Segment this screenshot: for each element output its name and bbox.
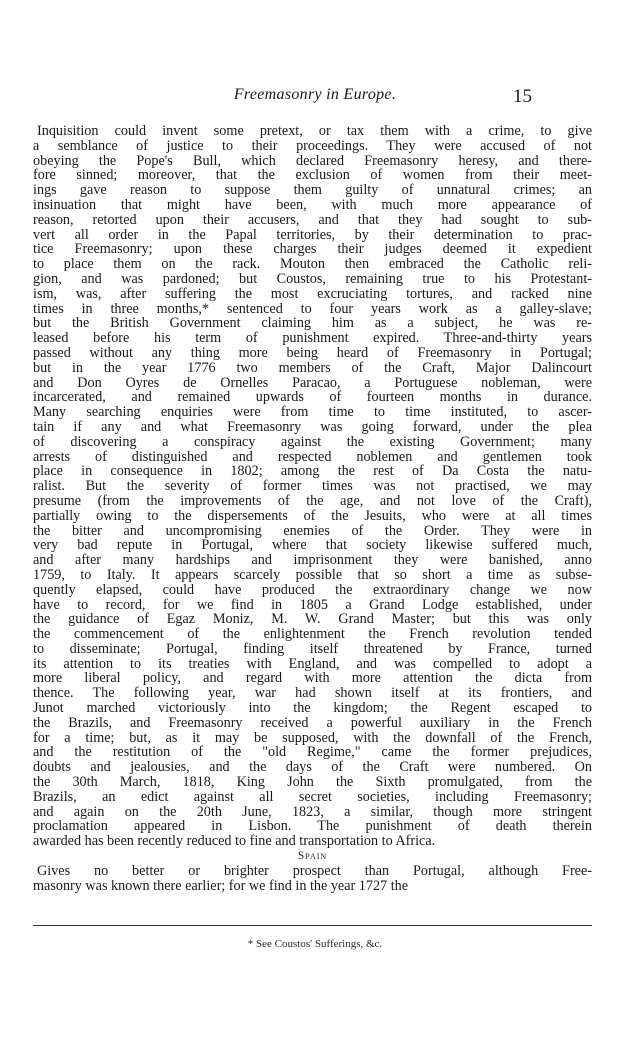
text-line: gion, and was pardoned; but Coustos, remaining true to his Protestant- bbox=[33, 271, 592, 287]
page-number: 15 bbox=[513, 86, 532, 107]
text-line: Gives no better or brighter prospect than Portugal, although Free- bbox=[37, 863, 592, 879]
text-line: very bad repute in Portugal, where that society likewise suffered much, bbox=[33, 538, 592, 554]
text-line: and Don Oyres de Ornelles Paracao, a Portuguese nobleman, were bbox=[33, 375, 592, 391]
text-line: passed without any thing more being heard of Freemasonry in Portugal; bbox=[33, 345, 592, 361]
text-line: presume (from the improvements of the age, and not love of the Craft), bbox=[33, 493, 592, 509]
text-line: arrests of distinguished and respected noblemen and gentlemen took bbox=[33, 449, 592, 465]
text-line: times in three months,* sentenced to four years work as a galley-slave; bbox=[33, 301, 592, 317]
text-line: proclamation appeared in Lisbon. The punishment of death therein bbox=[33, 819, 592, 835]
text-line: Junot marched victoriously into the kingdom; the Regent escaped to bbox=[33, 701, 592, 716]
text-line: incarcerated, and remained upwards of fourteen months in durance. bbox=[33, 390, 592, 406]
text-line: ralist. But the severity of former times was not practised, we may bbox=[33, 479, 592, 494]
text-line: and again on the 20th June, 1823, a similar, though more stringent bbox=[33, 804, 592, 820]
text-line: the Brazils, and Freemasonry received a powerful auxiliary in the French bbox=[33, 715, 592, 731]
text-line: a semblance of justice to their proceedings. They were accused of not bbox=[33, 138, 592, 154]
text-line: the 30th March, 1818, King John the Sixth promulgated, from the bbox=[33, 775, 592, 790]
text-line: leased before his term of punishment expired. Three-and-thirty years bbox=[33, 331, 592, 346]
text-line: Many searching enquiries were from time to time instituted, to ascer- bbox=[33, 405, 592, 420]
text-line: obeying the Pope's Bull, which declared Freemasonry heresy, and there- bbox=[33, 153, 592, 169]
text-line: reason, retorted upon their accusers, and that they had sought to sub- bbox=[33, 212, 592, 228]
text-line: ism, was, after suffering the most excruciating tortures, and racked nine bbox=[33, 286, 592, 302]
text-line: vert all order in the Papal territories, by their determination to prac- bbox=[33, 227, 592, 243]
body-text bbox=[33, 124, 592, 893]
page-header bbox=[0, 86, 630, 110]
text-line: to disseminate; Portugal, finding itself threatened by France, turned bbox=[33, 641, 592, 657]
text-line: and after many hardships and imprisonment they were banished, anno bbox=[33, 553, 592, 568]
text-line: quently elapsed, could have produced the extraordinary change we now bbox=[33, 582, 592, 598]
text-line: fore sinned; moreover, that the exclusion of women from their meet- bbox=[33, 168, 592, 184]
text-line: partially owing to the dispersements of the Jesuits, who were at all times bbox=[33, 508, 592, 524]
text-line: tain if any and what Freemasonry was going forward, under the plea bbox=[33, 419, 592, 435]
text-line: more liberal policy, and regard with more attention the dicta from bbox=[33, 671, 592, 687]
text-line: the guidance of Egaz Moniz, M. W. Grand Master; but this was only bbox=[33, 612, 592, 628]
text-line: ings gave reason to suppose them guilty of unnatural crimes; an bbox=[33, 183, 592, 198]
text-line: the commencement of the enlightenment the French revolution tended bbox=[33, 627, 592, 642]
text-line: doubts and jealousies, and the days of the Craft were numbered. On bbox=[33, 760, 592, 776]
text-line: but the British Government claiming him as a subject, he was re- bbox=[33, 316, 592, 332]
text-line: 1759, to Italy. It appears scarcely possible that so short a time as subse- bbox=[33, 567, 592, 583]
text-line: for a time; but, as it may be supposed, with the downfall of the French, bbox=[33, 730, 592, 746]
text-line: insinuation that might have been, with much more appearance of bbox=[33, 197, 592, 213]
footnote: * See Coustos' Sufferings, &c. bbox=[247, 938, 383, 950]
text-line: masonry was known there earlier; for we find in the year 1727 the bbox=[33, 878, 409, 894]
footnote-rule bbox=[33, 925, 592, 926]
text-line: but in the year 1776 two members of the Craft, Major Dalincourt bbox=[33, 360, 592, 376]
text-line: and the restitution of the "old Regime," came the former prejudices, bbox=[33, 745, 592, 761]
text-line: have to record, for we find in 1805 a Grand Lodge established, under bbox=[33, 597, 592, 613]
text-line: the bitter and uncompromising enemies of the Order. They were in bbox=[33, 523, 592, 539]
section-heading: Spain bbox=[297, 850, 328, 863]
text-line: thence. The following year, war had shown itself at its frontiers, and bbox=[33, 686, 592, 702]
text-line: of discovering a conspiracy against the existing Government; many bbox=[33, 434, 592, 450]
running-title: Freemasonry in Europe. bbox=[233, 86, 397, 103]
text-line: tice Freemasonry; upon these charges their judges deemed it expedient bbox=[33, 242, 592, 258]
text-line: place in consequence in 1802; among the rest of Da Costa the natu- bbox=[33, 464, 592, 480]
text-line: its attention to its treaties with England, and was compelled to adopt a bbox=[33, 656, 592, 672]
text-line: Inquisition could invent some pretext, or tax them with a crime, to give bbox=[37, 124, 592, 139]
text-line: to place them on the rack. Mouton then embraced the Catholic reli- bbox=[33, 257, 592, 272]
text-line: Brazils, an edict against all secret societies, including Freemasonry; bbox=[33, 789, 592, 805]
text-line: awarded has been recently reduced to fine and transportation to Africa. bbox=[33, 834, 436, 850]
